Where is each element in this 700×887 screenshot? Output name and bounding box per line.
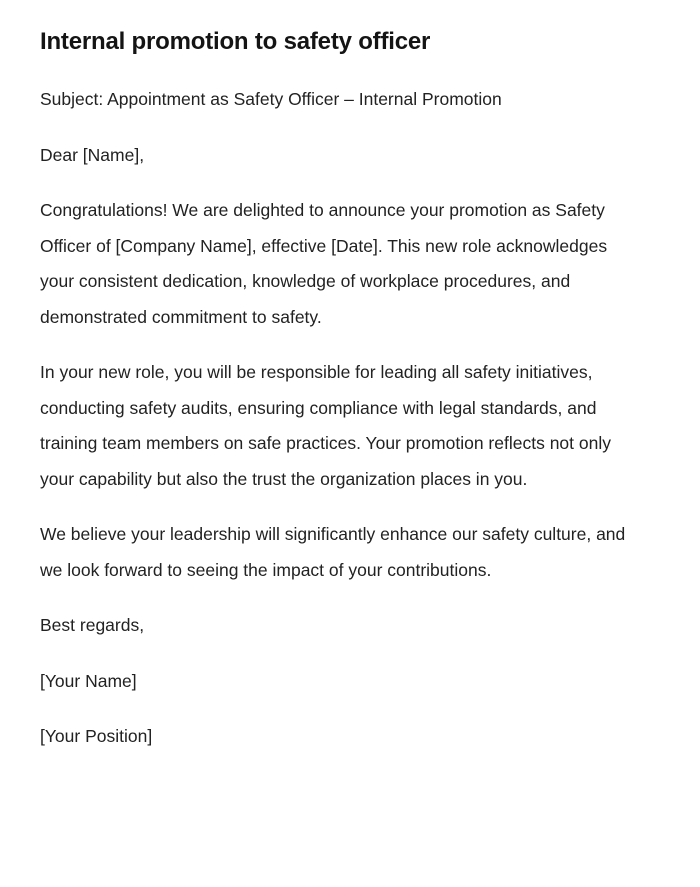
signoff: Best regards, [40, 615, 145, 635]
page-title: Internal promotion to safety officer [40, 28, 431, 55]
signature-name: [Your Name] [40, 670, 137, 691]
paragraph-closing: We believe your leadership will significantly enhance our safety culture, and we look forward to seeing the impact of your contributions. [40, 524, 626, 580]
paragraph-intro: Congratulations! We are delighted to announce your promotion as Safety Officer of [Company Name], effective [Date]. This new role acknowledges your consistent dedication, knowledge of workplace procedures, and demonstrated commitment to safety. [40, 200, 608, 327]
subject-line: Subject: Appointment as Safety Officer – Internal Promotion [40, 89, 502, 109]
paragraph-role: In your new role, you will be responsible for leading all safety initiatives, conducting safety audits, ensuring compliance with legal standards, and training team members on safe practices. Your promotion reflects not only your capability but also the trust the organization places in you. [40, 362, 611, 489]
signature-position: [Your Position] [40, 726, 153, 746]
letter-body [40, 82, 644, 755]
salutation: Dear [Name], [40, 144, 145, 165]
